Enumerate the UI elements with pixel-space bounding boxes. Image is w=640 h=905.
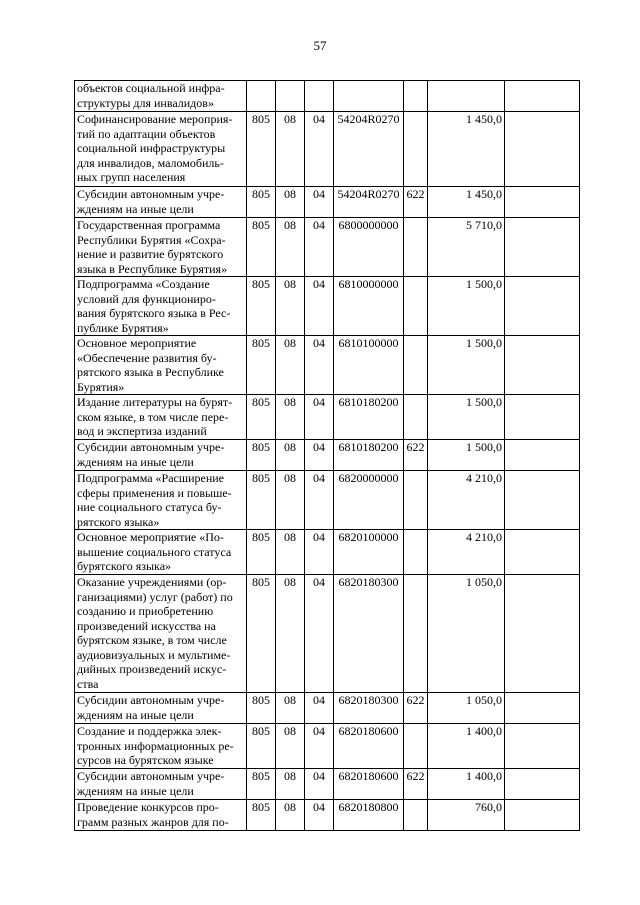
cell-name: Подпрограмма «Создание условий для функциониро-вания бурятского языка в Рес-публике Бурятия»	[75, 277, 247, 336]
cell-extra	[505, 395, 580, 440]
cell-target-article: 6820000000	[334, 471, 404, 530]
cell-amount: 1 400,0	[428, 724, 505, 769]
cell-section: 08	[276, 471, 305, 530]
cell-subsection: 04	[305, 693, 334, 724]
cell-target-article: 6810100000	[334, 336, 404, 395]
cell-extra	[505, 530, 580, 575]
cell-grbs: 805	[247, 440, 276, 471]
cell-name: Издание литературы на бурят-ском языке, в том числе пере-вод и экспертиза изданий	[75, 395, 247, 440]
cell-subsection: 04	[305, 769, 334, 800]
table-row	[75, 81, 580, 112]
cell-extra	[505, 575, 580, 693]
cell-subsection: 04	[305, 800, 334, 831]
cell-name: объектов социальной инфра-структуры для инвалидов»	[75, 81, 247, 112]
cell-expense-type	[404, 471, 428, 530]
table-row	[75, 440, 580, 471]
cell-amount	[428, 81, 505, 112]
cell-subsection: 04	[305, 395, 334, 440]
cell-extra	[505, 769, 580, 800]
cell-name: Оказание учреждениями (ор-ганизациями) услуг (работ) по созданию и приобретению произведений искусства на бурятском языке, в том числе аудиовизуальных и мультиме-дийных произведений искус-ства	[75, 575, 247, 693]
table-row	[75, 800, 580, 831]
table-row	[75, 769, 580, 800]
cell-name: Субсидии автономным учре-ждениям на иные цели	[75, 187, 247, 218]
cell-expense-type	[404, 575, 428, 693]
cell-grbs: 805	[247, 112, 276, 187]
cell-amount: 1 500,0	[428, 277, 505, 336]
cell-extra	[505, 187, 580, 218]
cell-grbs: 805	[247, 693, 276, 724]
cell-name: Софинансирование мероприя-тий по адаптации объектов социальной инфраструктуры для инвалидов, маломобиль-ных групп населения	[75, 112, 247, 187]
cell-grbs: 805	[247, 800, 276, 831]
page-number: 57	[313, 38, 327, 53]
cell-name: Субсидии автономным учре-ждениям на иные цели	[75, 440, 247, 471]
cell-section: 08	[276, 530, 305, 575]
cell-subsection	[305, 81, 334, 112]
cell-expense-type	[404, 218, 428, 277]
cell-subsection: 04	[305, 277, 334, 336]
cell-subsection: 04	[305, 530, 334, 575]
cell-subsection: 04	[305, 218, 334, 277]
cell-grbs: 805	[247, 724, 276, 769]
cell-target-article: 6820100000	[334, 530, 404, 575]
cell-extra	[505, 218, 580, 277]
cell-extra	[505, 693, 580, 724]
cell-grbs: 805	[247, 277, 276, 336]
table-row	[75, 471, 580, 530]
cell-target-article: 6810180200	[334, 440, 404, 471]
cell-name: Проведение конкурсов про-грамм разных жанров для по-	[75, 800, 247, 831]
cell-target-article: 6820180600	[334, 724, 404, 769]
cell-name: Субсидии автономным учре-ждениям на иные цели	[75, 693, 247, 724]
cell-expense-type	[404, 395, 428, 440]
table-row	[75, 693, 580, 724]
cell-extra	[505, 724, 580, 769]
cell-amount: 1 500,0	[428, 395, 505, 440]
cell-extra	[505, 277, 580, 336]
cell-section: 08	[276, 769, 305, 800]
cell-grbs: 805	[247, 395, 276, 440]
table-row	[75, 575, 580, 693]
cell-expense-type: 622	[404, 187, 428, 218]
budget-table-body	[75, 81, 580, 831]
table-row	[75, 530, 580, 575]
cell-target-article: 6820180600	[334, 769, 404, 800]
cell-section: 08	[276, 800, 305, 831]
cell-target-article	[334, 81, 404, 112]
cell-section	[276, 81, 305, 112]
cell-subsection: 04	[305, 187, 334, 218]
cell-expense-type	[404, 530, 428, 575]
cell-target-article: 6800000000	[334, 218, 404, 277]
cell-grbs: 805	[247, 336, 276, 395]
table-row	[75, 218, 580, 277]
cell-extra	[505, 81, 580, 112]
table-row	[75, 112, 580, 187]
cell-amount: 1 500,0	[428, 440, 505, 471]
cell-section: 08	[276, 693, 305, 724]
table-row	[75, 395, 580, 440]
cell-name: Подпрограмма «Расширение сферы применения и повыше-ние социального статуса бу-рятского языка»	[75, 471, 247, 530]
cell-section: 08	[276, 218, 305, 277]
cell-amount: 1 050,0	[428, 693, 505, 724]
cell-target-article: 6820180300	[334, 693, 404, 724]
cell-target-article: 6810180200	[334, 395, 404, 440]
cell-grbs	[247, 81, 276, 112]
cell-subsection: 04	[305, 440, 334, 471]
cell-subsection: 04	[305, 724, 334, 769]
cell-grbs: 805	[247, 218, 276, 277]
cell-amount: 760,0	[428, 800, 505, 831]
cell-section: 08	[276, 395, 305, 440]
cell-section: 08	[276, 112, 305, 187]
cell-subsection: 04	[305, 336, 334, 395]
cell-extra	[505, 471, 580, 530]
cell-grbs: 805	[247, 471, 276, 530]
cell-subsection: 04	[305, 575, 334, 693]
cell-section: 08	[276, 277, 305, 336]
cell-expense-type	[404, 800, 428, 831]
budget-table	[74, 80, 580, 831]
cell-target-article: 6810000000	[334, 277, 404, 336]
cell-expense-type	[404, 277, 428, 336]
cell-name: Основное мероприятие «По-вышение социального статуса бурятского языка»	[75, 530, 247, 575]
table-row	[75, 277, 580, 336]
cell-amount: 1 400,0	[428, 769, 505, 800]
cell-section: 08	[276, 440, 305, 471]
cell-target-article: 6820180300	[334, 575, 404, 693]
cell-extra	[505, 112, 580, 187]
cell-grbs: 805	[247, 530, 276, 575]
cell-grbs: 805	[247, 187, 276, 218]
table-row	[75, 187, 580, 218]
cell-expense-type	[404, 336, 428, 395]
cell-expense-type: 622	[404, 769, 428, 800]
cell-amount: 1 450,0	[428, 112, 505, 187]
cell-target-article: 6820180800	[334, 800, 404, 831]
cell-amount: 1 500,0	[428, 336, 505, 395]
cell-name: Создание и поддержка элек-тронных информационных ре-сурсов на бурятском языке	[75, 724, 247, 769]
cell-extra	[505, 800, 580, 831]
cell-section: 08	[276, 724, 305, 769]
cell-grbs: 805	[247, 769, 276, 800]
cell-expense-type	[404, 724, 428, 769]
cell-expense-type: 622	[404, 693, 428, 724]
cell-subsection: 04	[305, 112, 334, 187]
cell-expense-type: 622	[404, 440, 428, 471]
cell-amount: 1 050,0	[428, 575, 505, 693]
cell-name: Субсидии автономным учре-ждениям на иные цели	[75, 769, 247, 800]
cell-subsection: 04	[305, 471, 334, 530]
cell-amount: 1 450,0	[428, 187, 505, 218]
cell-name: Основное мероприятие «Обеспечение развития бу-рятского языка в Республике Бурятия»	[75, 336, 247, 395]
cell-section: 08	[276, 336, 305, 395]
cell-section: 08	[276, 575, 305, 693]
cell-extra	[505, 336, 580, 395]
cell-grbs: 805	[247, 575, 276, 693]
cell-expense-type	[404, 112, 428, 187]
table-row	[75, 336, 580, 395]
cell-target-article: 54204R0270	[334, 187, 404, 218]
cell-expense-type	[404, 81, 428, 112]
cell-target-article: 54204R0270	[334, 112, 404, 187]
cell-extra	[505, 440, 580, 471]
cell-name: Государственная программа Республики Бурятия «Сохра-нение и развитие бурятского языка в Республике Бурятия»	[75, 218, 247, 277]
cell-section: 08	[276, 187, 305, 218]
cell-amount: 4 210,0	[428, 530, 505, 575]
cell-amount: 4 210,0	[428, 471, 505, 530]
cell-amount: 5 710,0	[428, 218, 505, 277]
table-row	[75, 724, 580, 769]
